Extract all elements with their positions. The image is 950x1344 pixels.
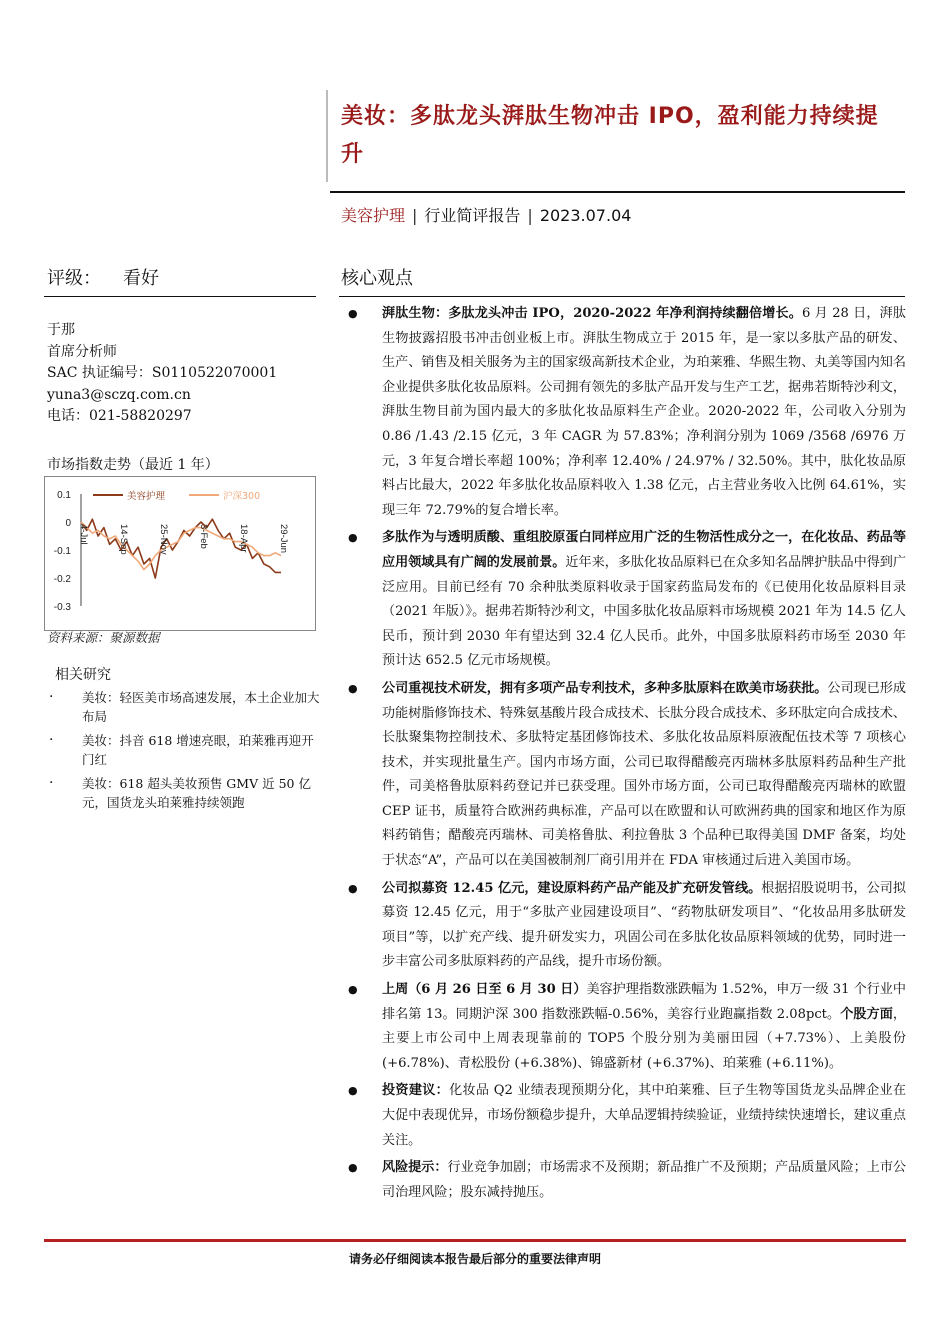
point-body: 6 月 28 日，湃肽生物披露招股书冲击创业板上市。湃肽生物成立于 2015 年，是一家以多肽产品的研发、生产、销售及相关服务为主的国家级高新技术企业，为珀莱雅、华熙生物、丸美等国内知名企业提供多肽化妆品原料。公司拥有领先的多肽产品开发与生产工艺，据弗若斯特沙利文，湃肽生物目前为国内最大的多肽化妆品原料生产企业。2020-2022 年，公司收入分别为 0.86 /1.43 /2.15 亿元，3 年 CAGR 为 57.83%；净利润分别为 1069 /3568 /6976 万元，3 年复合增长率超 100%；净利率 12.40% / 24.97% / 32.50%。其中，肽化妆品原料占比最大，2022 年多肽化妆品原料收入 1.38 亿元，占主营业务收入比例 64.61%，实现三年 72.79%的复合增长率。 xyxy=(382,306,907,518)
point-lead: 公司拟募资 12.45 亿元，建设原料药产品产能及扩充研发管线。 xyxy=(382,880,762,896)
series-line xyxy=(81,522,281,570)
bullet-icon: ● xyxy=(348,307,358,320)
industry-category: 美容护理 xyxy=(341,206,406,225)
point-body-2: ，主要上市公司中上周表现靠前的 TOP5 个股分别为美丽田园（+7.73%）、上美股份 (+6.78%)、青松股份 (+6.38%)、锦盛新材 (+6.37%)、珀莱雅 (+6.11%)。 xyxy=(382,1006,906,1071)
x-tick-label: 4-Jul xyxy=(78,524,89,545)
point-body: 公司现已形成功能树脂修饰技术、特殊氨基酸片段合成技术、长肽分段合成技术、多环肽定向合成技术、长肽聚集物控制技术、多肽特定基团修饰技术、多肽化妆品原料原液配伍技术等 7 项核心技术，并实现批量生产。国内市场方面，公司已取得醋酸亮丙瑞林多肽原料药品种生产批件，司美格鲁肽原料药登记并已获受理。国外市场方面，公司已取得醋酸亮丙瑞林的欧盟 CEP 证书，质量符合欧洲药典标准，产品可以在欧盟和认可欧洲药典的国家和地区作为原料药销售；醋酸亮丙瑞林、司美格鲁肽、利拉鲁肽 3 个品种已取得美国 DMF 备案，均处于状态“A”，产品可以在美国被制剂厂商引用并在 FDA 审核通过后进入美国市场。 xyxy=(382,680,907,869)
point-body: 近年来，多肽化妆品原料已在众多知名品牌护肤品中得到广泛应用。目前已经有 70 余种肽类原料收录于国家药监局发布的《已使用化妆品原料目录（2021 年版）》。据弗若斯特沙利文，中国多肽化妆品原料市场规模 2021 年为 14.5 亿人民币，预计到 2030 年有望达到 32.4 亿人民币。此外，中国多肽原料药市场至 2030 年预计达 652.5 亿元市场规模。 xyxy=(382,554,907,669)
x-tick-label: 18-Apr xyxy=(238,524,249,553)
rating xyxy=(47,264,159,290)
core-points xyxy=(346,302,906,1208)
chart-title: 市场指数走势（最近 1 年） xyxy=(47,457,219,473)
x-tick-label: 3-Feb xyxy=(198,524,209,549)
left-divider xyxy=(44,296,316,297)
chart-source: 资料来源：聚源数据 xyxy=(47,630,160,645)
rating-value: 看好 xyxy=(123,268,159,289)
y-tick-label: -0.1 xyxy=(53,546,71,557)
meta-separator: | xyxy=(527,206,533,225)
point-lead: 投资建议： xyxy=(382,1083,450,1099)
related-list xyxy=(47,688,322,817)
related-item[interactable]: · 美妆：轻医美市场高速发展，本土企业加大布局 xyxy=(47,688,322,726)
x-tick-label: 25-Nov xyxy=(158,524,169,555)
bullet-icon: ● xyxy=(348,983,358,997)
related-item[interactable]: · 美妆：618 超头美妆预售 GMV 近 50 亿元，国货龙头珀莱雅持续领跑 xyxy=(47,774,322,812)
point-lead-2: 个股方面 xyxy=(840,1006,893,1022)
analyst-name: 于那 xyxy=(47,322,75,338)
bullet-icon: ● xyxy=(348,881,358,895)
point-lead: 风险提示： xyxy=(382,1160,448,1176)
report-type: 行业简评报告 xyxy=(424,206,521,225)
core-point xyxy=(346,877,906,975)
right-divider xyxy=(339,296,905,297)
core-point xyxy=(346,1156,906,1205)
bullet-icon: ● xyxy=(348,531,358,545)
core-point xyxy=(346,526,906,674)
point-body: 行业竞争加剧；市场需求不及预期；新品推广不及预期；产品质量风险；上市公司治理风险；股东减持抛压。 xyxy=(382,1160,907,1200)
report-title: 美妆：多肽龙头湃肽生物冲击 IPO，盈利能力持续提升 xyxy=(341,104,879,167)
x-tick-label: 14-Sep xyxy=(118,524,129,555)
point-lead: 公司重视技术研发，拥有多项产品专利技术，多种多肽原料在欧美市场获批。 xyxy=(382,680,828,696)
series-line xyxy=(81,519,281,578)
point-body: 根据招股说明书，公司拟募资 12.45 亿元，用于“多肽产业园建设项目”、“药物肽研发项目”、“化妆品用多肽研发项目”等，以扩充产线、提升研发实力，巩固公司在多肽化妆品原料领域的优势，同时进一步丰富公司多肽原料药的产品线，提升市场份额。 xyxy=(382,880,907,970)
analyst-phone: 电话：021-58820297 xyxy=(47,408,192,424)
footer-divider xyxy=(44,1239,906,1242)
y-tick-label: 0.1 xyxy=(57,490,71,501)
bullet-icon: ● xyxy=(348,681,358,695)
market-index-chart xyxy=(44,476,316,631)
core-heading: 核心观点 xyxy=(341,268,413,289)
point-lead: 多肽作为与透明质酸、重组胶原蛋白同样应用广泛的生物活性成分之一，在化妆品、药品等应用领域具有广阔的发展前景。 xyxy=(382,530,906,570)
chart-svg xyxy=(45,477,317,632)
core-point xyxy=(346,1079,906,1153)
y-tick-label: -0.3 xyxy=(53,602,71,613)
bullet-icon: ● xyxy=(348,1161,358,1175)
title-divider xyxy=(330,191,905,193)
core-point xyxy=(346,677,906,874)
legend-label: 沪深300 xyxy=(223,491,261,502)
point-body: 化妆品 Q2 业绩表现预期分化，其中珀莱雅、巨子生物等国货龙头品牌企业在大促中表现优异，市场份额稳步提升，大单品逻辑持续验证，业绩持续快速增长，建议重点关注。 xyxy=(382,1083,907,1148)
title-accent-bar xyxy=(326,90,328,182)
analyst-info xyxy=(47,320,277,428)
related-item[interactable]: · 美妆：抖音 618 增速亮眼，珀莱雅再迎开门红 xyxy=(47,731,322,769)
legend-label: 美容护理 xyxy=(127,491,166,502)
x-tick-label: 29-Jun xyxy=(278,524,289,554)
legal-note: 请务必仔细阅读本报告最后部分的重要法律声明 xyxy=(348,1252,601,1266)
report-date: 2023.07.04 xyxy=(539,206,632,225)
report-meta xyxy=(341,203,631,226)
rating-label: 评级： xyxy=(47,268,101,289)
analyst-email[interactable]: yuna3@sczq.com.cn xyxy=(47,386,191,403)
bullet-icon: ● xyxy=(348,1084,358,1098)
y-tick-label: -0.2 xyxy=(53,574,71,585)
meta-separator: | xyxy=(412,206,418,225)
related-heading: 相关研究 xyxy=(55,667,111,683)
point-body: 美容护理指数涨跌幅为 1.52%，申万一级 31 个行业中排名第 13。同期沪深 300 指数涨跌幅-0.56%，美容行业跑赢指数 2.08pct。 xyxy=(382,982,906,1022)
analyst-sac: SAC 执证编号：S0110522070001 xyxy=(47,365,278,381)
core-point xyxy=(346,302,906,523)
point-lead: 湃肽生物：多肽龙头冲击 IPO，2020-2022 年净利润持续翻倍增长。 xyxy=(382,306,802,321)
core-point xyxy=(346,978,906,1076)
analyst-role: 首席分析师 xyxy=(47,343,117,360)
point-lead: 上周（6 月 26 日至 6 月 30 日） xyxy=(382,982,587,998)
y-tick-label: 0 xyxy=(65,518,71,529)
